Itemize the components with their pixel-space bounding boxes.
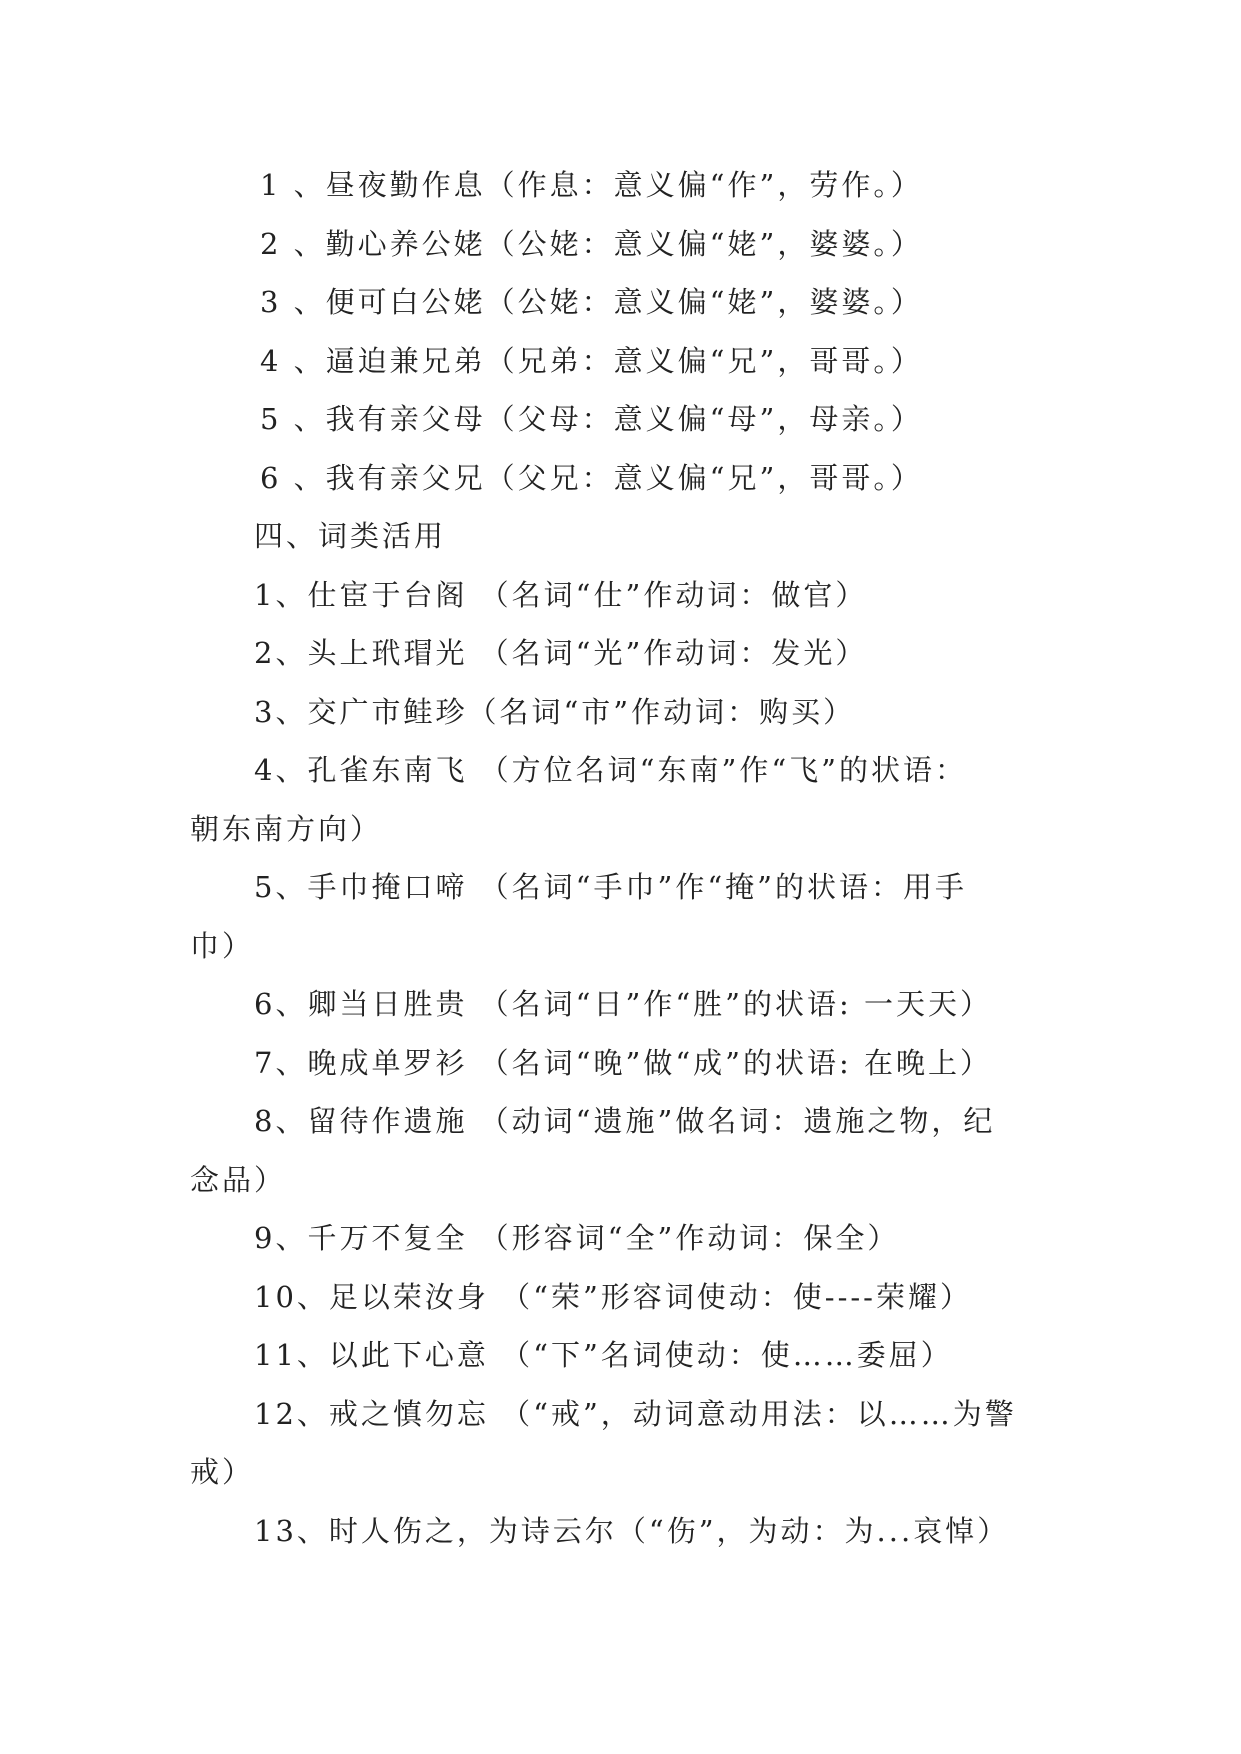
- section-heading: 四、词类活用: [254, 519, 447, 553]
- text-line-word-usage-3: 3、交广市鲑珍（名词“市”作动词：购买）: [254, 695, 856, 729]
- text-line-word-usage-8: 8、留待作遗施 （动词“遗施”做名词：遗施之物，纪: [254, 1104, 996, 1138]
- text-line-partial-meaning-2: 2 、勤心养公姥（公姥：意义偏“姥”，婆婆。）: [260, 227, 923, 261]
- text-line-word-usage-4: 4、孔雀东南飞 （方位名词“东南”作“飞”的状语：: [254, 753, 967, 787]
- text-line-word-usage-11: 11、以此下心意 （“下”名词使动：使……委屈）: [254, 1338, 953, 1372]
- text-line-word-usage-2: 2、头上玳瑁光 （名词“光”作动词：发光）: [254, 636, 868, 670]
- text-line-word-usage-6: 6、卿当日胜贵 （名词“日”作“胜”的状语: 一天天）: [254, 987, 992, 1021]
- text-line-word-usage-4-continued: 朝东南方向）: [190, 812, 383, 846]
- text-line-word-usage-12-continued: 戒）: [190, 1455, 255, 1489]
- text-line-partial-meaning-4: 4 、逼迫兼兄弟（兄弟：意义偏“兄”，哥哥。）: [260, 344, 923, 378]
- text-line-word-usage-10: 10、足以荣汝身 （“荣”形容词使动：使----荣耀）: [254, 1280, 972, 1314]
- text-line-partial-meaning-6: 6 、我有亲父兄（父兄：意义偏“兄”，哥哥。）: [260, 461, 923, 495]
- text-line-word-usage-1: 1、仕宦于台阁 （名词“仕”作动词：做官）: [254, 578, 868, 612]
- text-line-word-usage-12: 12、戒之慎勿忘 （“戒”，动词意动用法：以……为警: [254, 1397, 1017, 1431]
- text-line-word-usage-5: 5、手巾掩口啼 （名词“手巾”作“掩”的状语：用手: [254, 870, 967, 904]
- text-line-partial-meaning-1: 1 、昼夜勤作息（作息：意义偏“作”，劳作。）: [260, 168, 923, 202]
- text-line-word-usage-8-continued: 念品）: [190, 1163, 287, 1197]
- text-line-word-usage-9: 9、千万不复全 （形容词“全”作动词：保全）: [254, 1221, 900, 1255]
- text-line-word-usage-7: 7、晚成单罗衫 （名词“晚”做“成”的状语: 在晚上）: [254, 1046, 992, 1080]
- text-line-word-usage-5-continued: 巾）: [190, 929, 255, 963]
- text-line-word-usage-13: 13、时人伤之，为诗云尔（“伤”，为动：为...哀悼）: [254, 1514, 1010, 1548]
- text-line-partial-meaning-3: 3 、便可白公姥（公姥：意义偏“姥”，婆婆。）: [260, 285, 923, 319]
- text-line-partial-meaning-5: 5 、我有亲父母（父母：意义偏“母”，母亲。）: [260, 402, 923, 436]
